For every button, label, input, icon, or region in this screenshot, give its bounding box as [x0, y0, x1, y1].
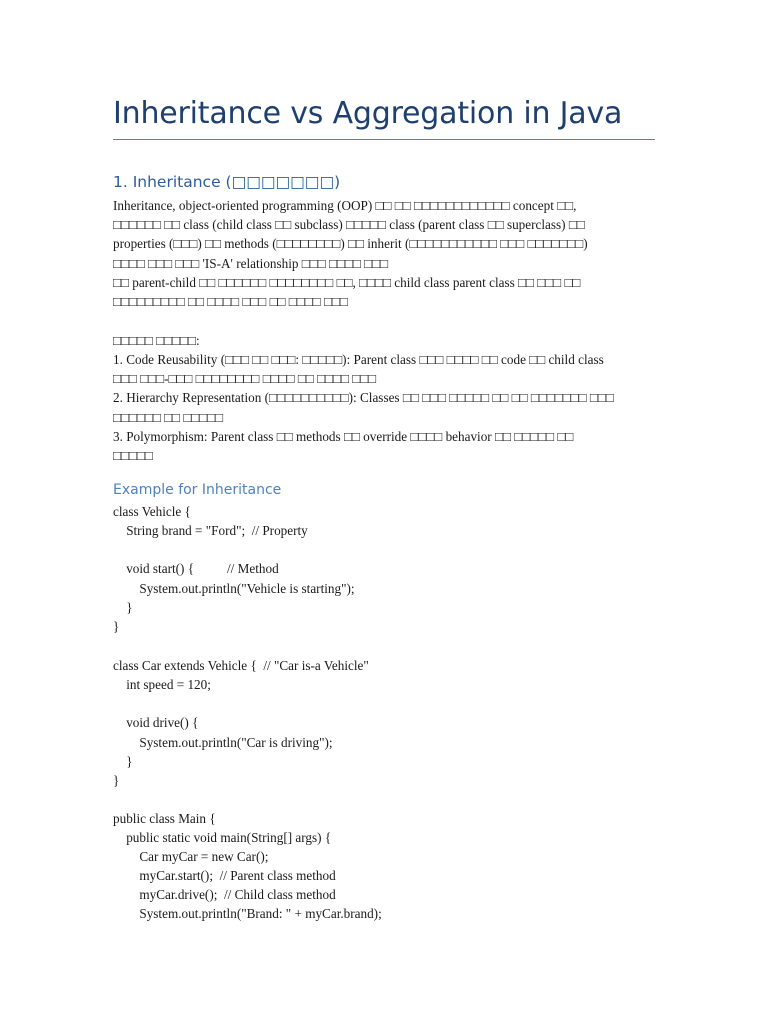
code-line: class Car extends Vehicle { // "Car is-a Vehicle": [113, 658, 369, 673]
intro-line: □□□□□□ □□ class (child class □□ subclass) □□□□□ class (parent class □□ superclass) □□: [113, 217, 585, 232]
page-title: Inheritance vs Aggregation in Java: [113, 96, 623, 131]
benefit-line: □□□ □□□-□□□ □□□□□□□□ □□□□ □□ □□□□ □□□: [113, 371, 377, 386]
code-line: void start() { // Method: [113, 561, 279, 576]
code-line: System.out.println("Brand: " + myCar.brand);: [113, 906, 382, 921]
code-line: System.out.println("Car is driving");: [113, 735, 333, 750]
title-underline: [113, 139, 655, 140]
code-line: int speed = 120;: [113, 677, 211, 692]
code-line: }: [113, 619, 120, 634]
code-line: String brand = "Ford"; // Property: [113, 523, 308, 538]
code-line: public static void main(String[] args) {: [113, 830, 332, 845]
intro-line: □□□□□□□□□ □□ □□□□ □□□ □□ □□□□ □□□: [113, 294, 348, 309]
code-line: }: [113, 773, 120, 788]
intro-line: Inheritance, object-oriented programming (OOP) □□ □□ □□□□□□□□□□□□ concept □□,: [113, 198, 577, 213]
code-line: System.out.println("Vehicle is starting");: [113, 581, 355, 596]
benefit-line: 3. Polymorphism: Parent class □□ methods □□ override □□□□ behavior □□ □□□□□ □□: [113, 429, 574, 444]
code-line: class Vehicle {: [113, 504, 191, 519]
code-line: public class Main {: [113, 811, 216, 826]
code-line: myCar.start(); // Parent class method: [113, 868, 336, 883]
benefit-line: □□□□□: [113, 448, 153, 463]
intro-line: properties (□□□) □□ methods (□□□□□□□□) □□ inherit (□□□□□□□□□□□ □□□ □□□□□□□): [113, 236, 588, 251]
code-line: void drive() {: [113, 715, 199, 730]
section-heading-inheritance: 1. Inheritance (□□□□□□□): [113, 173, 341, 191]
code-line: }: [113, 600, 133, 615]
benefit-line: 2. Hierarchy Representation (□□□□□□□□□□): Classes □□ □□□ □□□□□ □□ □□ □□□□□□□ □□□: [113, 390, 614, 405]
code-line: Car myCar = new Car();: [113, 849, 269, 864]
benefit-line: 1. Code Reusability (□□□ □□ □□□: □□□□□): Parent class □□□ □□□□ □□ code □□ child class: [113, 352, 604, 367]
code-line: }: [113, 754, 133, 769]
benefit-line: □□□□□□ □□ □□□□□: [113, 410, 224, 425]
intro-line: □□ parent-child □□ □□□□□□ □□□□□□□□ □□, □□□□ child class parent class □□ □□□ □□: [113, 275, 581, 290]
code-line: myCar.drive(); // Child class method: [113, 887, 336, 902]
benefits-heading: □□□□□ □□□□□:: [113, 333, 200, 348]
intro-line: □□□□ □□□ □□□ 'IS-A' relationship □□□ □□□□ □□□: [113, 256, 389, 271]
example-heading: Example for Inheritance: [113, 482, 282, 498]
